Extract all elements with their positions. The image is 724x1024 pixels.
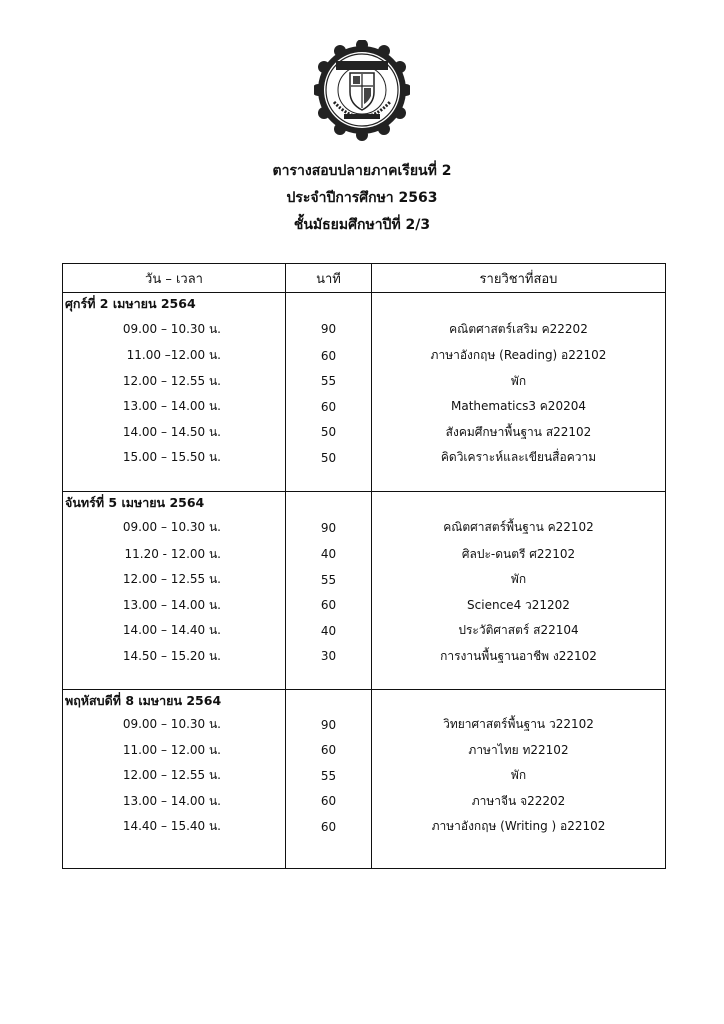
table-header-row xyxy=(63,264,666,293)
table-row xyxy=(63,343,666,369)
exam-minutes: 90 xyxy=(286,712,372,738)
exam-subject: คิดวิเคราะห์และเขียนสื่อความ xyxy=(372,445,666,471)
day-header-row xyxy=(63,491,666,514)
exam-minutes: 50 xyxy=(286,445,372,471)
day-label: ศุกร์ที่ 2 เมษายน 2564 xyxy=(63,293,286,316)
table-row xyxy=(63,712,666,738)
exam-subject: Mathematics3 ค20204 xyxy=(372,394,666,420)
exam-time: 13.00 – 14.00 น. xyxy=(63,789,286,815)
exam-time: 14.50 – 15.20 น. xyxy=(63,644,286,670)
exam-minutes: 55 xyxy=(286,763,372,789)
exam-subject: ภาษาไทย ท22102 xyxy=(372,738,666,764)
exam-minutes: 60 xyxy=(286,343,372,369)
table-row xyxy=(63,394,666,420)
exam-minutes: 40 xyxy=(286,542,372,568)
exam-subject: การงานพื้นฐานอาชีพ ง22102 xyxy=(372,644,666,670)
exam-minutes: 60 xyxy=(286,394,372,420)
exam-time: 09.00 – 10.30 น. xyxy=(63,315,286,343)
exam-minutes: 90 xyxy=(286,315,372,343)
school-seal-logo xyxy=(314,40,410,154)
exam-minutes: 60 xyxy=(286,789,372,815)
class-level: ชั้นมัธยมศึกษาปีที่ 2/3 xyxy=(293,217,431,233)
table-row xyxy=(63,514,666,542)
table-row xyxy=(63,814,666,840)
exam-time: 12.00 – 12.55 น. xyxy=(63,567,286,593)
exam-subject: พัก xyxy=(372,763,666,789)
exam-time: 14.00 – 14.40 น. xyxy=(63,618,286,644)
table-row xyxy=(63,420,666,446)
exam-time: 11.20 - 12.00 น. xyxy=(63,542,286,568)
exam-subject: พัก xyxy=(372,567,666,593)
table-row xyxy=(63,789,666,815)
exam-subject: คณิตศาสตร์เสริม ค22202 xyxy=(372,315,666,343)
exam-time: 09.00 – 10.30 น. xyxy=(63,712,286,738)
exam-time: 09.00 – 10.30 น. xyxy=(63,514,286,542)
table-row xyxy=(63,618,666,644)
exam-subject: วิทยาศาสตร์พื้นฐาน ว22102 xyxy=(372,712,666,738)
header-subject: รายวิชาที่สอบ xyxy=(372,264,666,293)
exam-time: 13.00 – 14.00 น. xyxy=(63,394,286,420)
exam-subject: คณิตศาสตร์พื้นฐาน ค22102 xyxy=(372,514,666,542)
exam-minutes: 55 xyxy=(286,567,372,593)
table-row xyxy=(63,567,666,593)
exam-time: 14.00 – 14.50 น. xyxy=(63,420,286,446)
exam-time: 12.00 – 12.55 น. xyxy=(63,369,286,395)
exam-minutes: 50 xyxy=(286,420,372,446)
exam-minutes: 60 xyxy=(286,814,372,840)
exam-time: 11.00 –12.00 น. xyxy=(63,343,286,369)
exam-subject: ภาษาอังกฤษ (Writing ) อ22102 xyxy=(372,814,666,840)
exam-subject: ประวัติศาสตร์ ส22104 xyxy=(372,618,666,644)
exam-minutes: 55 xyxy=(286,369,372,395)
day-label: พฤหัสบดีที่ 8 เมษายน 2564 xyxy=(63,690,286,713)
exam-subject: สังคมศึกษาพื้นฐาน ส22102 xyxy=(372,420,666,446)
exam-subject: ภาษาจีน จ22202 xyxy=(372,789,666,815)
exam-schedule-table xyxy=(62,263,666,869)
exam-time: 15.00 – 15.50 น. xyxy=(63,445,286,471)
exam-time: 14.40 – 15.40 น. xyxy=(63,814,286,840)
exam-time: 13.00 – 14.00 น. xyxy=(63,593,286,619)
exam-time: 11.00 – 12.00 น. xyxy=(63,738,286,764)
table-row xyxy=(63,369,666,395)
header-date-time: วัน – เวลา xyxy=(63,264,286,293)
exam-title: ตารางสอบปลายภาคเรียนที่ 2 xyxy=(272,163,452,179)
exam-time: 12.00 – 12.55 น. xyxy=(63,763,286,789)
exam-subject: Science4 ว21202 xyxy=(372,593,666,619)
exam-minutes: 60 xyxy=(286,593,372,619)
exam-minutes: 60 xyxy=(286,738,372,764)
exam-subject: ศิลปะ-ดนตรี ศ22102 xyxy=(372,542,666,568)
table-row xyxy=(63,738,666,764)
day-label: จันทร์ที่ 5 เมษายน 2564 xyxy=(63,491,286,514)
day-header-row xyxy=(63,690,666,713)
table-row xyxy=(63,315,666,343)
header-minutes: นาที xyxy=(286,264,372,293)
exam-minutes: 30 xyxy=(286,644,372,670)
exam-subject: พัก xyxy=(372,369,666,395)
exam-subject: ภาษาอังกฤษ (Reading) อ22102 xyxy=(372,343,666,369)
table-row xyxy=(63,763,666,789)
exam-minutes: 90 xyxy=(286,514,372,542)
title-block xyxy=(0,158,724,239)
day-header-row xyxy=(63,293,666,316)
academic-year: ประจำปีการศึกษา 2563 xyxy=(286,190,438,206)
table-row xyxy=(63,445,666,471)
exam-minutes: 40 xyxy=(286,618,372,644)
table-row xyxy=(63,644,666,670)
table-row xyxy=(63,542,666,568)
table-row xyxy=(63,593,666,619)
